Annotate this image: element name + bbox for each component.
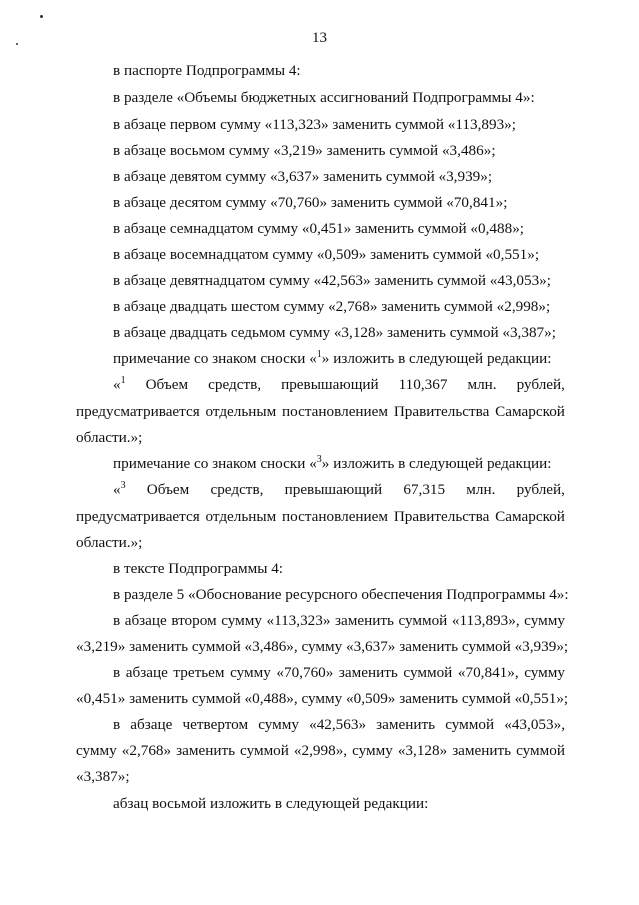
word: абзаце <box>124 612 167 629</box>
text-line: в абзаце восьмом сумму «3,219» заменить суммой «3,486»; <box>113 142 496 159</box>
scan-speck <box>40 15 43 18</box>
word: в <box>113 716 121 733</box>
word: «3,128» <box>397 742 448 759</box>
word: в <box>113 664 121 681</box>
word: заменить <box>176 742 236 759</box>
text-line: в абзаце первом сумму «113,323» заменить суммой «113,893»; <box>113 116 516 133</box>
text-fragment: » изложить в следующей редакции: <box>321 350 552 367</box>
text-line: в тексте Подпрограммы 4: <box>113 560 284 577</box>
word: «70,760» <box>276 664 334 681</box>
text-fragment: примечание со знаком сноски « <box>113 455 317 472</box>
text-line: «3,387»; <box>76 768 130 785</box>
word: Самарской <box>495 403 565 420</box>
text-line: «3,219» заменить суммой «3,486», сумму «3,637» заменить суммой «3,939»; <box>76 638 569 655</box>
text-line: в паспорте Подпрограммы 4: <box>113 62 301 79</box>
word: суммой <box>240 742 289 759</box>
word: сумму <box>524 664 565 681</box>
word: в <box>113 612 121 629</box>
footnote-mark: 1 <box>316 348 322 360</box>
word: сумму <box>352 742 393 759</box>
word: втором <box>171 612 217 629</box>
word: сумму <box>258 716 299 733</box>
word: «2,998», <box>293 742 348 759</box>
text-line <box>113 612 565 630</box>
text-line <box>76 403 565 421</box>
text-fragment: примечание со знаком сноски « <box>113 350 317 367</box>
word: суммой <box>516 742 565 759</box>
word: суммой <box>403 664 453 681</box>
text-line: «0,451» заменить суммой «0,488», сумму «0,509» заменить суммой «0,551»; <box>76 690 569 707</box>
word: абзаце <box>130 716 173 733</box>
word: постановлением <box>282 508 389 525</box>
word: «2,768» <box>121 742 172 759</box>
text-line <box>113 481 565 499</box>
word: «42,563» <box>309 716 367 733</box>
word: «$^3$ <box>113 479 126 498</box>
word: средств, <box>208 376 262 393</box>
word: средств, <box>210 481 264 498</box>
footnote-mark: 1 <box>120 374 126 386</box>
word: рублей, <box>516 376 565 393</box>
word: отдельным <box>205 508 277 525</box>
text-line: в абзаце девятом сумму «3,637» заменить суммой «3,939»; <box>113 168 493 185</box>
word: Самарской <box>495 508 565 525</box>
word: превышающий <box>281 376 379 393</box>
word: млн. <box>466 481 496 498</box>
text-line <box>76 742 565 760</box>
word: «113,893», <box>451 612 520 629</box>
footnote-mark: 3 <box>316 453 322 465</box>
word: «43,053», <box>504 716 565 733</box>
word: сумму <box>230 664 271 681</box>
word: «70,841», <box>457 664 519 681</box>
word: «$^1$ <box>113 374 126 393</box>
word: 67,315 <box>403 481 446 498</box>
text-line: в разделе 5 «Обоснование ресурсного обеспечения Подпрограммы 4»: <box>113 586 569 603</box>
word: млн. <box>467 376 497 393</box>
text-line: в абзаце двадцать седьмом сумму «3,128» заменить суммой «3,387»; <box>113 324 556 341</box>
text-line <box>113 716 565 734</box>
text-line <box>113 664 565 682</box>
text-line <box>76 508 565 526</box>
text-line <box>113 455 552 473</box>
word: заменить <box>452 742 512 759</box>
text-line: в абзаце восемнадцатом сумму «0,509» заменить суммой «0,551»; <box>113 246 540 263</box>
footnote-mark: 3 <box>120 479 126 491</box>
word: «113,323» <box>266 612 331 629</box>
word: 110,367 <box>398 376 448 393</box>
word: суммой <box>445 716 495 733</box>
word: абзаце <box>125 664 168 681</box>
word: Правительства <box>393 403 490 420</box>
text-line: в абзаце семнадцатом сумму «0,451» заменить суммой «0,488»; <box>113 220 525 237</box>
word: сумму <box>524 612 565 629</box>
text-line: в абзаце девятнадцатом сумму «42,563» заменить суммой «43,053»; <box>113 272 551 289</box>
word: сумму <box>221 612 262 629</box>
word: Объем <box>146 481 190 498</box>
page-number: 13 <box>312 30 327 46</box>
word: сумму <box>76 742 117 759</box>
word: постановлением <box>282 403 389 420</box>
text-line: в абзаце двадцать шестом сумму «2,768» заменить суммой «2,998»; <box>113 298 551 315</box>
word: превышающий <box>284 481 383 498</box>
word: суммой <box>398 612 448 629</box>
word: отдельным <box>205 403 277 420</box>
word: Объем <box>145 376 189 393</box>
text-fragment: » изложить в следующей редакции: <box>321 455 552 472</box>
word: четвертом <box>182 716 249 733</box>
word: третьем <box>173 664 225 681</box>
text-line: в абзаце десятом сумму «70,760» заменить суммой «70,841»; <box>113 194 508 211</box>
text-line <box>113 376 565 394</box>
word: предусматривается <box>76 508 200 525</box>
word: предусматривается <box>76 403 200 420</box>
text-line: области.»; <box>76 429 143 446</box>
text-line <box>113 350 552 368</box>
word: заменить <box>338 664 398 681</box>
text-line: в разделе «Объемы бюджетных ассигнований Подпрограммы 4»: <box>113 89 535 106</box>
word: заменить <box>334 612 394 629</box>
word: рублей, <box>516 481 565 498</box>
text-line: области.»; <box>76 534 143 551</box>
text-line: абзац восьмой изложить в следующей редакции: <box>113 795 429 812</box>
word: Правительства <box>393 508 490 525</box>
word: заменить <box>376 716 436 733</box>
